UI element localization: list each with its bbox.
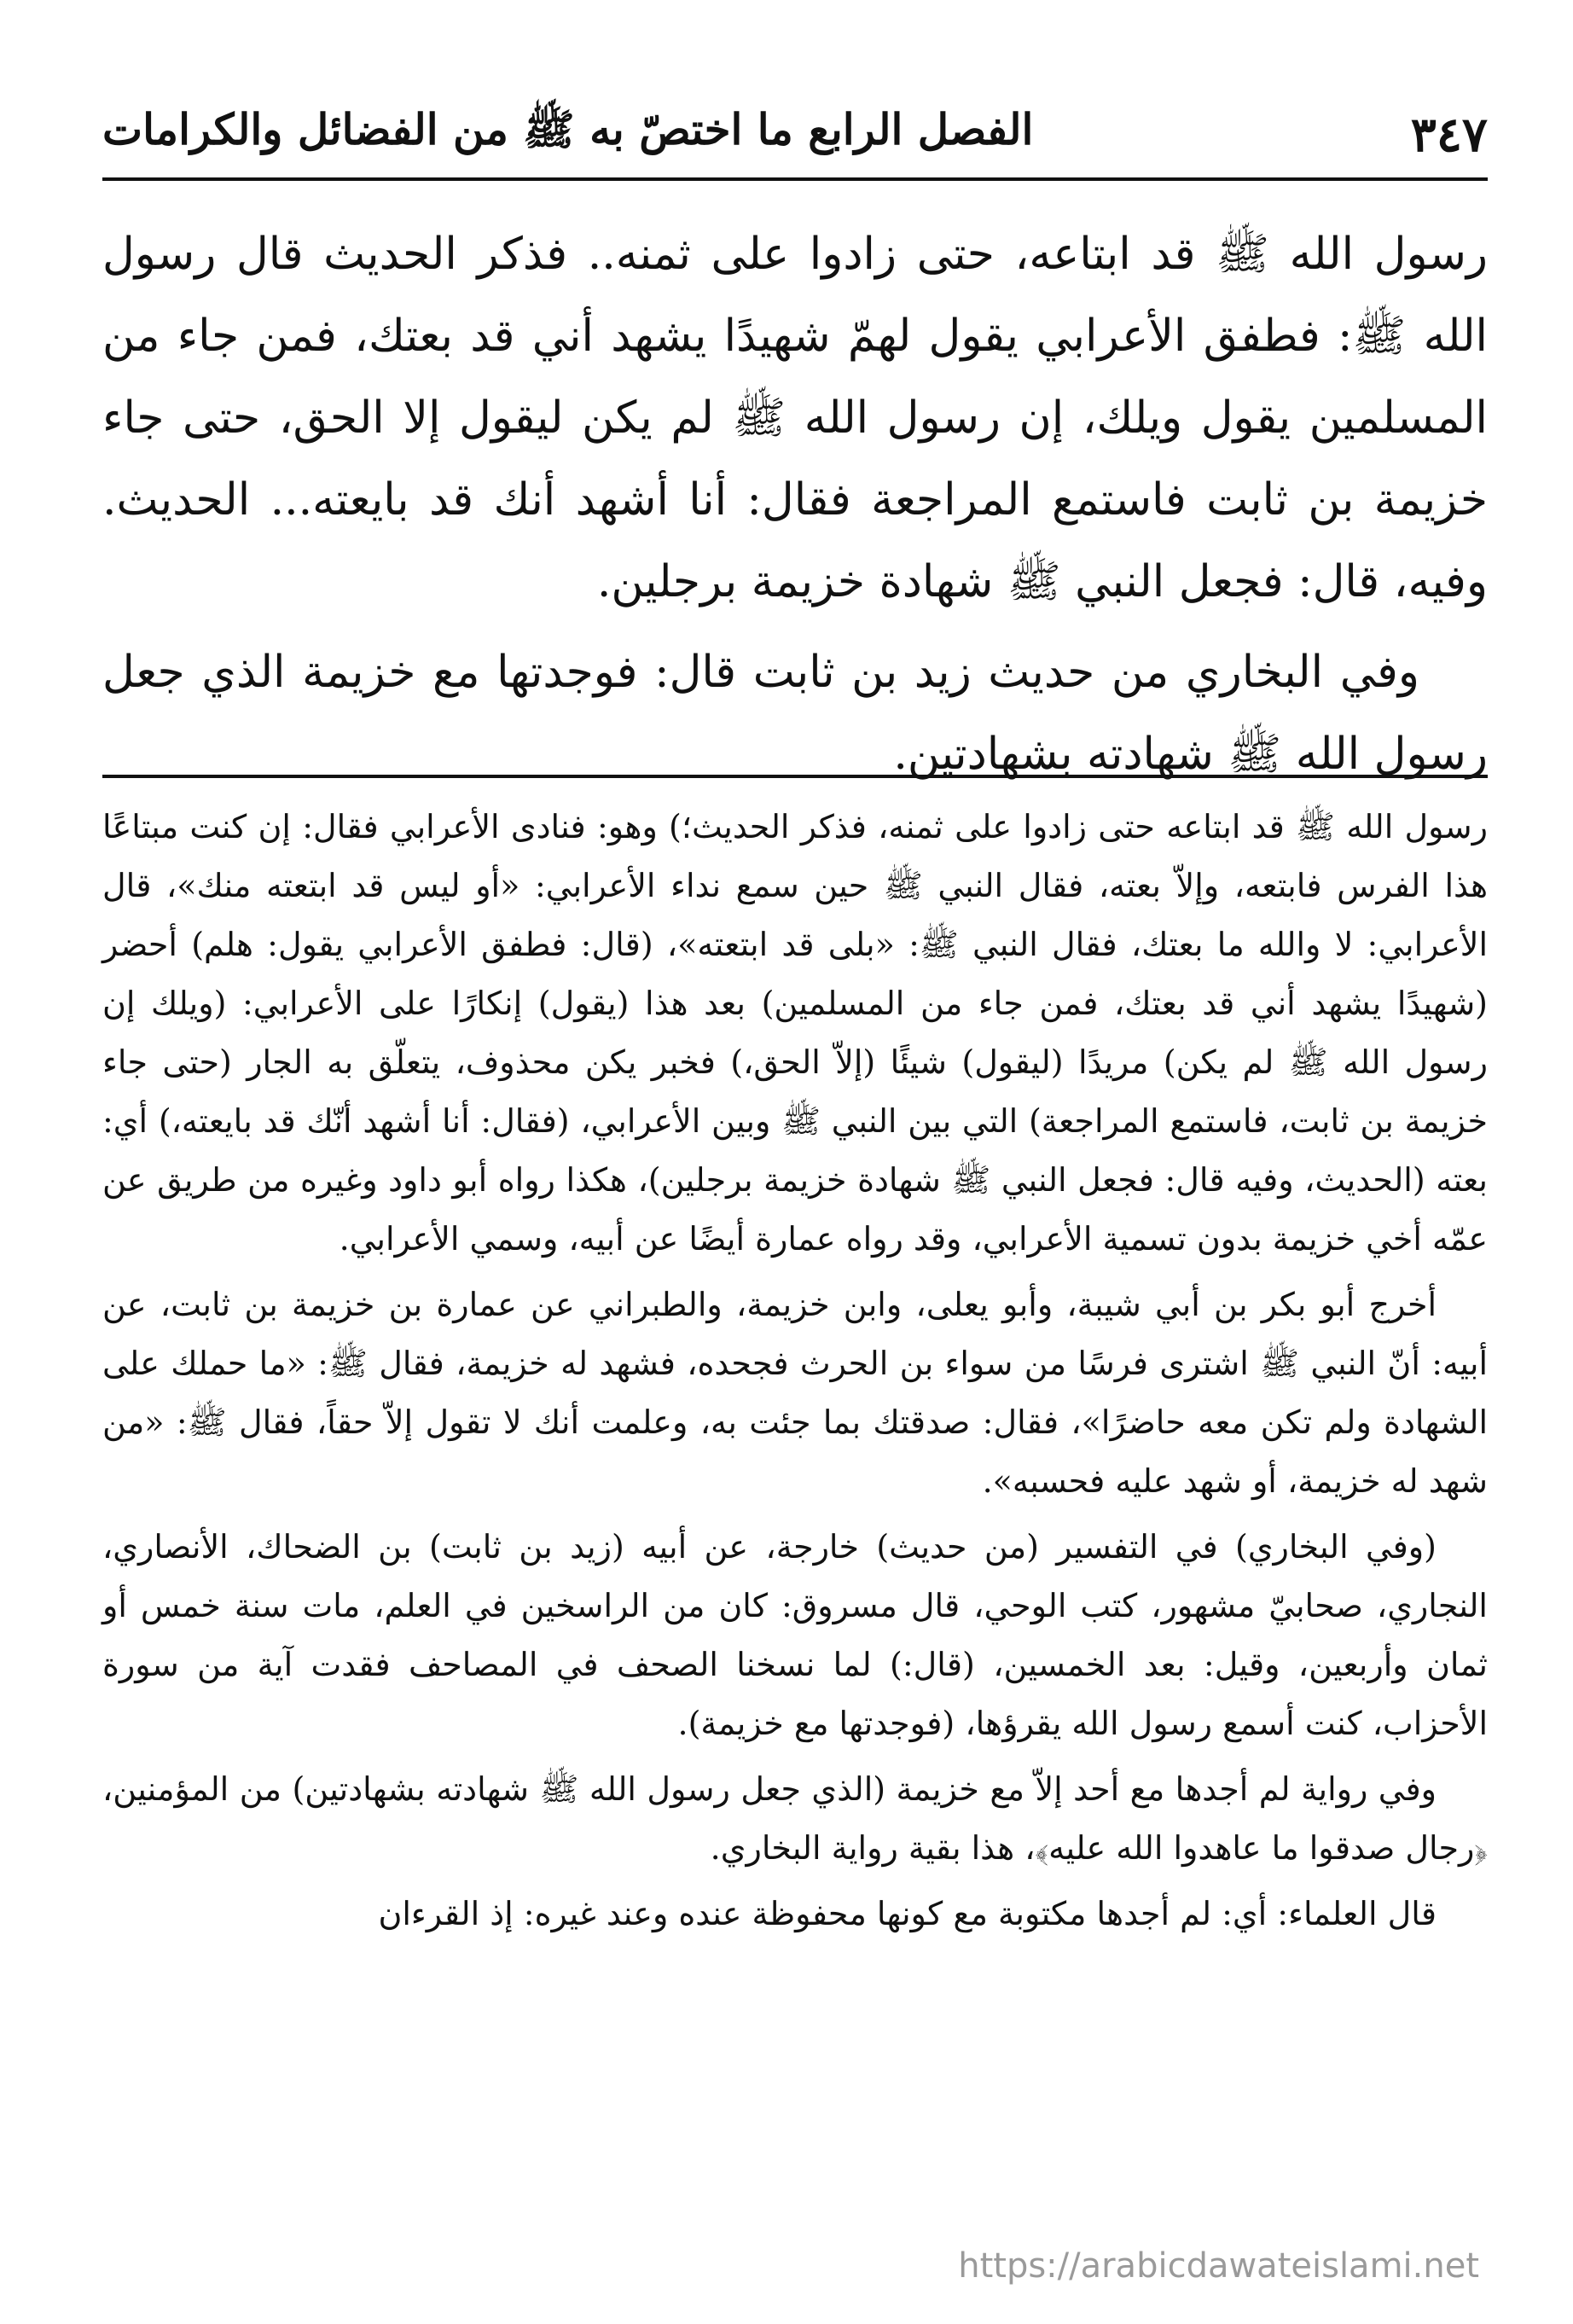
main-paragraph: وفي البخاري من حديث زيد بن ثابت قال: فوجدتها مع خزيمة الذي جعل رسول الله ﷺ شهادته بشهادتين. [102,647,1488,780]
commentary-paragraph: (وفي البخاري) في التفسير (من حديث) خارجة، عن أبيه (زيد بن ثابت) بن الضحاك، الأنصاري، النجاري، صحابيّ مشهور، كتب الوحي، قال مسروق: كان من الراسخين في العلم، مات سنة خمس أو ثمان وأربعين، وقيل: بعد الخمسين، (قال:) لما نسخنا الصحف في المصاحف فقدت آية من سورة الأحزاب، كنت أسمع رسول الله يقرؤها، (فوجدتها مع خزيمة). [102,1528,1488,1742]
commentary-paragraph: وفي رواية لم أجدها مع أحد إلاّ مع خزيمة (الذي جعل رسول الله ﷺ شهادته بشهادتين) من المؤمنين، ﴿رجال صدقوا ما عاهدوا الله عليه﴾، هذا بقية رواية البخاري. [102,1770,1488,1867]
commentary-paragraph: رسول الله ﷺ قد ابتاعه حتى زادوا على ثمنه، فذكر الحديث؛) وهو: فنادى الأعرابي فقال: إن كنت مبتاعًا هذا الفرس فابتعه، وإلاّ بعته، فقال النبي ﷺ حين سمع نداء الأعرابي: «أو ليس قد ابتعته منك»، قال الأعرابي: لا والله ما بعتك، فقال النبي ﷺ: «بلى قد ابتعته»، (قال: فطفق الأعرابي يقول: هلم) أحضر (شهيدًا يشهد أني قد بعتك، فمن جاء من المسلمين) بعد هذا (يقول) إنكارًا على الأعرابي: (ويلك إن رسول الله ﷺ لم يكن) مريدًا (ليقول) شيئًا (إلاّ الحق،) فخبر يكن محذوف، يتعلّق به الجار (حتى جاء خزيمة بن ثابت، فاستمع المراجعة) التي بين النبي ﷺ وبين الأعرابي، (فقال: أنا أشهد أنّك قد بايعته،) أي: بعته (الحديث، وفيه قال: فجعل النبي ﷺ شهادة خزيمة برجلين)، هكذا رواه أبو داود وغيره من طريق عن عمّه أخي خزيمة بدون تسمية الأعرابي، وقد رواه عمارة أيضًا عن أبيه، وسمي الأعرابي. [102,808,1488,1258]
page-number: ٣٤٧ [1410,107,1488,163]
watermark-url: https://arabicdawateislami.net [958,2246,1479,2286]
main-paragraph: رسول الله ﷺ قد ابتاعه، حتى زادوا على ثمنه.. فذكر الحديث قال رسول الله ﷺ: فطفق الأعرابي يقول لهمّ شهيدًا يشهد أني قد بعتك، فمن جاء من المسلمين يقول ويلك، إن رسول الله ﷺ لم يكن ليقول إلا الحق، حتى جاء خزيمة بن ثابت فاستمع المراجعة فقال: أنا أشهد أنك قد بايعته... الحديث. وفيه، قال: فجعل النبي ﷺ شهادة خزيمة برجلين. [102,229,1488,607]
main-text [102,213,1488,795]
commentary-paragraph: قال العلماء: أي: لم أجدها مكتوبة مع كونها محفوظة عنده وعند غيره: إذ القرءان [378,1895,1437,1932]
footnote-divider [102,775,1488,778]
commentary-section [102,798,1488,1950]
commentary-paragraph: أخرج أبو بكر بن أبي شيبة، وأبو يعلى، وابن خزيمة، والطبراني عن عمارة بن خزيمة بن ثابت، عن أبيه: أنّ النبي ﷺ اشترى فرسًا من سواء بن الحرث فجحده، فشهد له خزيمة، فقال ﷺ: «ما حملك على الشهادة ولم تكن معه حاضرًا»، فقال: صدقتك بما جئت به، وعلمت أنك لا تقول إلاّ حقاً، فقال ﷺ: «من شهد له خزيمة، أو شهد عليه فحسبه». [102,1286,1488,1500]
chapter-title: الفصل الرابع ما اختصّ به ﷺ من الفضائل والكرامات [102,104,1034,154]
page-header [102,92,1488,181]
